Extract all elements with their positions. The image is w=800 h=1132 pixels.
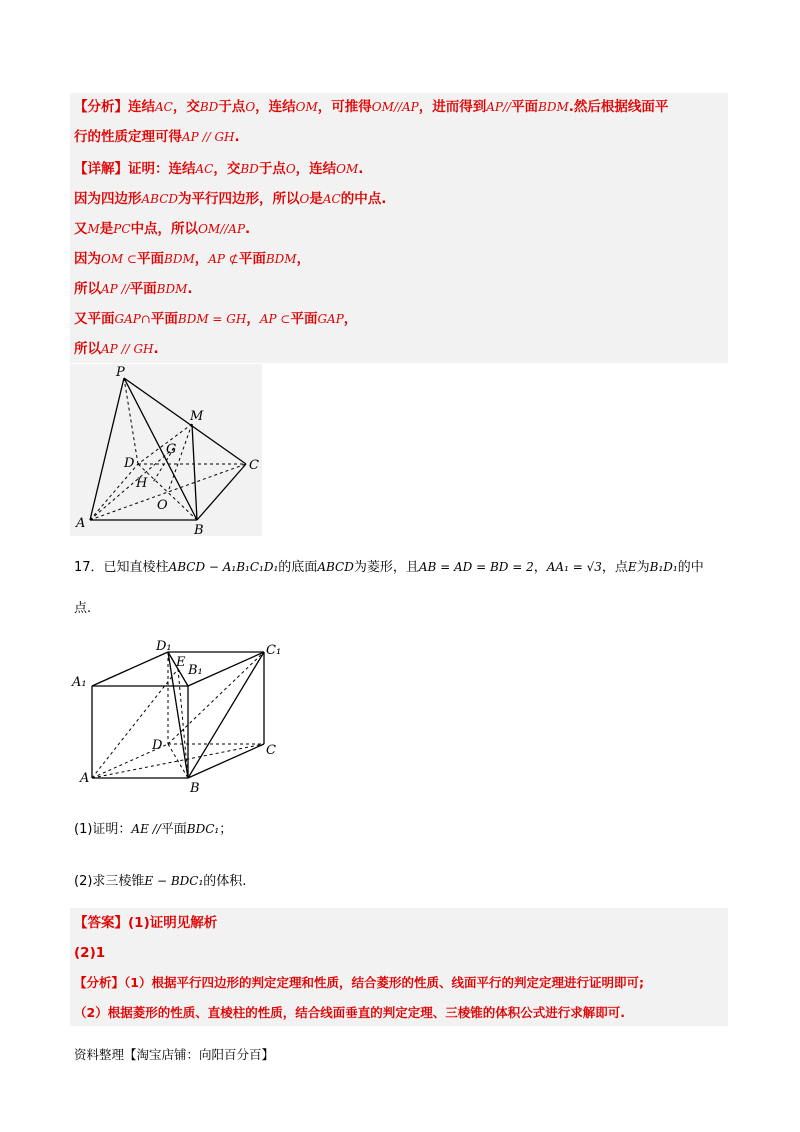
question-2 xyxy=(74,872,246,891)
label-E: E xyxy=(176,655,186,670)
label-B1: B₁ xyxy=(188,663,203,678)
text: 已知直棱柱 xyxy=(103,560,169,575)
text: 所以 xyxy=(74,281,101,297)
math: AP // xyxy=(101,282,130,296)
detail-line-7 xyxy=(74,340,159,358)
math: AP// xyxy=(486,100,512,114)
pyramid-diagram xyxy=(70,364,262,536)
label-O: O xyxy=(157,498,168,513)
seg-AE xyxy=(92,669,178,778)
math: BDM xyxy=(164,252,195,266)
math: PC xyxy=(113,222,131,236)
answer-part-1: (1)证明见解析 xyxy=(128,915,218,931)
answer-tag: 【答案】 xyxy=(74,915,128,931)
detail-line-5 xyxy=(74,280,193,298)
text: . xyxy=(245,221,251,237)
label-C1: C₁ xyxy=(266,643,282,658)
text: 于点 xyxy=(218,99,246,115)
edge-BC xyxy=(188,744,264,778)
text: 连结 xyxy=(128,99,155,115)
text: 平面 xyxy=(290,311,318,327)
text: 的中 xyxy=(677,560,704,575)
math: E − BDC₁ xyxy=(144,874,204,888)
text: 证明：连结 xyxy=(128,161,196,177)
label-D: D xyxy=(124,456,135,471)
text: ， xyxy=(296,251,311,267)
text: ，可推得 xyxy=(317,99,372,115)
math: E xyxy=(627,560,637,574)
math: BDC₁ xyxy=(186,822,220,836)
math: BDM = GH xyxy=(177,312,247,326)
math: BDM xyxy=(265,252,297,266)
text: 平面 xyxy=(150,311,178,327)
text: ； xyxy=(219,822,233,837)
label-M: M xyxy=(190,409,204,424)
text: 平面 xyxy=(129,281,157,297)
label-A: A xyxy=(80,771,90,786)
text: ， xyxy=(246,311,260,327)
text: 的中点. xyxy=(340,191,387,207)
math: O xyxy=(285,162,296,176)
question-1 xyxy=(74,820,232,839)
math: BD xyxy=(199,100,219,114)
text: .然后根据线面平 xyxy=(568,99,669,115)
text: 是 xyxy=(99,221,114,237)
detail-line-4 xyxy=(74,250,310,268)
text: 的底面 xyxy=(278,560,318,575)
footer-text: 资料整理【淘宝店铺：向阳百分百】 xyxy=(74,1047,275,1062)
math: OM//AP xyxy=(198,222,246,236)
math: BDM xyxy=(156,282,188,296)
detail-line-2 xyxy=(74,190,386,208)
math: GAP xyxy=(114,312,141,326)
math: AC xyxy=(195,162,214,176)
math: ABCD xyxy=(317,560,354,574)
analysis2-line-2 xyxy=(74,1004,625,1022)
prism-diagram xyxy=(70,636,290,796)
math: M xyxy=(87,222,100,236)
answer-line-2 xyxy=(74,944,105,962)
pyramid-figure xyxy=(70,364,262,536)
text: 行的性质定理可得 xyxy=(74,129,182,145)
math: ABCD xyxy=(141,192,179,206)
answer-line-1 xyxy=(74,914,217,932)
math: AC xyxy=(322,192,341,206)
text: ，点 xyxy=(601,560,628,575)
math: OM xyxy=(336,162,359,176)
label-D1: D₁ xyxy=(156,639,172,654)
math: B₁D₁ xyxy=(649,560,678,574)
text: 为菱形，且 xyxy=(353,560,419,575)
math: ∩ xyxy=(140,312,151,326)
math: BD xyxy=(240,162,259,176)
text: 点. xyxy=(74,601,92,616)
text: 于点 xyxy=(258,161,286,177)
label-A: A xyxy=(76,516,86,531)
label-B: B xyxy=(194,523,204,536)
text: 平面 xyxy=(160,822,187,837)
math: AC xyxy=(155,100,173,114)
analysis2-line-1 xyxy=(74,974,644,992)
text: (2)求三棱锥 xyxy=(74,874,145,889)
seg-MO xyxy=(168,424,192,492)
math: OM//AP xyxy=(371,100,419,114)
edge-PC xyxy=(124,378,246,464)
text: 平面 xyxy=(137,251,164,267)
text: . xyxy=(358,161,364,177)
math: BDM xyxy=(538,100,569,114)
text: ， xyxy=(533,560,547,575)
text: （2）根据菱形的性质、直棱柱的性质，结合线面垂直的判定定理、三棱锥的体积公式进行求解即可. xyxy=(74,1005,625,1020)
analysis-line-1 xyxy=(74,98,668,116)
label-A1: A₁ xyxy=(72,675,87,690)
math: ABCD − A₁B₁C₁D₁ xyxy=(168,560,279,574)
detail-line-6 xyxy=(74,310,357,328)
label-H: H xyxy=(136,476,148,491)
text: 因为 xyxy=(74,251,101,267)
analysis-line-2 xyxy=(74,128,240,146)
label-B: B xyxy=(190,781,200,796)
prism-figure xyxy=(70,636,290,796)
text: 的体积. xyxy=(203,874,247,889)
problem-17-line-2 xyxy=(74,600,91,618)
text: ，进而得到 xyxy=(418,99,487,115)
label-P: P xyxy=(116,365,125,380)
analysis-tag: 【分析】 xyxy=(74,99,128,115)
label-C: C xyxy=(266,743,276,758)
text: 因为四边形 xyxy=(74,191,142,207)
label-C: C xyxy=(249,458,259,473)
text: ， xyxy=(194,251,209,267)
math: AP ⊄ xyxy=(208,252,239,266)
detail-line-3 xyxy=(74,220,250,238)
math: GAP xyxy=(317,312,344,326)
math: AB = AD = BD = 2 xyxy=(418,560,534,574)
edge-PA xyxy=(90,378,124,520)
text: . xyxy=(153,341,159,357)
text: 是 xyxy=(309,191,323,207)
math: OM ⊂ xyxy=(101,252,137,266)
edge-MB xyxy=(192,424,197,520)
math: O xyxy=(245,100,256,114)
detail-tag: 【详解】 xyxy=(74,161,128,177)
label-D: D xyxy=(152,738,163,753)
text: 为 xyxy=(636,560,650,575)
text: . xyxy=(234,129,240,145)
text: 又平面 xyxy=(74,311,115,327)
text: 平面 xyxy=(511,99,539,115)
answer-part-2: (2)1 xyxy=(74,945,106,961)
text: ， xyxy=(343,311,358,327)
problem-17-line-1 xyxy=(74,558,704,577)
math: OM xyxy=(295,100,318,114)
math: AP // GH xyxy=(101,342,154,356)
text: ，交 xyxy=(213,161,241,177)
text: ，连结 xyxy=(295,161,337,177)
math: AP // GH xyxy=(182,130,235,144)
text: ，交 xyxy=(172,99,200,115)
text: (1)证明： xyxy=(74,822,132,837)
label-G: G xyxy=(166,442,177,457)
text: 所以 xyxy=(74,341,101,357)
math: O xyxy=(299,192,310,206)
math: AE // xyxy=(131,822,161,836)
detail-line-1 xyxy=(74,160,363,178)
text: 为平行四边形，所以 xyxy=(178,191,300,207)
text: （1）根据平行四边形的判定定理和性质，结合菱形的性质、线面平行的判定定理进行证明即可; xyxy=(124,975,644,990)
math: AP ⊂ xyxy=(259,312,291,326)
text: 平面 xyxy=(238,251,266,267)
edge-D1A1 xyxy=(92,652,168,686)
analysis-tag: 【分析】 xyxy=(74,975,125,990)
text: 中点，所以 xyxy=(130,221,199,237)
text: 又 xyxy=(74,221,88,237)
math: AA₁ = √3 xyxy=(546,560,602,574)
text: . xyxy=(187,281,193,297)
problem-number: 17． xyxy=(74,560,104,575)
text: ，连结 xyxy=(255,99,296,115)
